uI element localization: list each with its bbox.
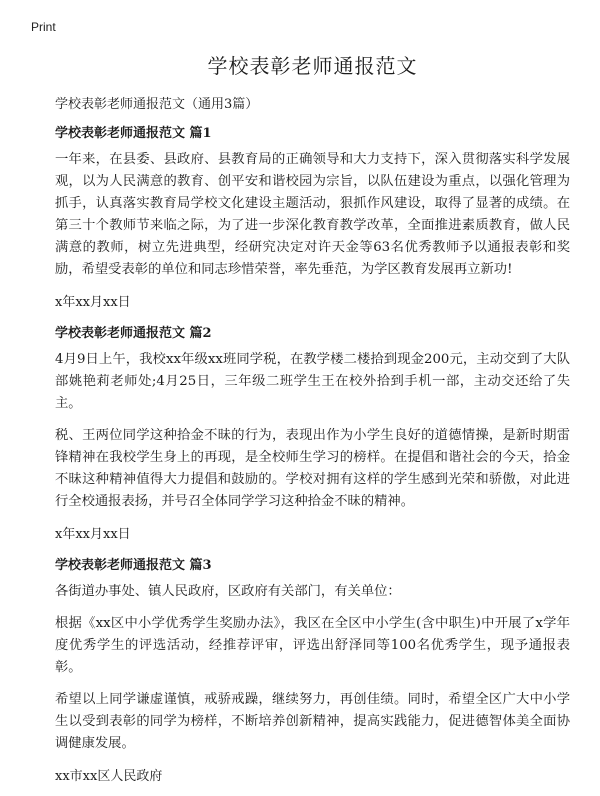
- section-heading: 学校表彰老师通报范文 篇2: [55, 326, 212, 341]
- paragraph: 根据《xx区中小学优秀学生奖励办法》，我区在全区中小学生(含中职生)中开展了x学年度优秀学生的评选活动，经推荐评审，评选出舒泽同等100名优秀学生，现予通报表彰。: [55, 616, 570, 675]
- section-heading: 学校表彰老师通报范文 篇1: [55, 126, 212, 141]
- paragraph: 一年来，在县委、县政府、县教育局的正确领导和大力支持下，深入贯彻落实科学发展观，以为人民满意的教育、创平安和谐校园为宗旨，以队伍建设为重点，以强化管理为抓手，认真落实教育局学校文化建设主题活动，狠抓作风建设，取得了显著的成绩。在第三十个教师节来临之际，为了进一步深化教育教学改革，全面推进素质教育，做人民满意的教师，树立先进典型，经研究决定对许天金等63名优秀教师予以通报表彰和奖励，希望受表彰的单位和同志珍惜荣誉，率先垂范，为学区教育发展再立新功!: [55, 152, 570, 277]
- signature-line: xx市xx区人民政府: [55, 769, 163, 784]
- section-3: [55, 554, 570, 784]
- date-line: x年xx月xx日: [55, 527, 131, 542]
- section-2: [55, 322, 570, 542]
- date-line: x年xx月xx日: [55, 295, 131, 310]
- page-title: 学校表彰老师通报范文: [207, 54, 418, 78]
- document: [55, 50, 570, 796]
- document-subtitle: 学校表彰老师通报范文（通用3篇）: [55, 97, 259, 112]
- print-link[interactable]: Print: [31, 20, 56, 34]
- paragraph: 税、王两位同学这种拾金不昧的行为，表现出作为小学生良好的道德情操，是新时期雷锋精神在我校学生身上的再现，是全校师生学习的榜样。在提倡和谐社会的今天，拾金不昧这种精神值得大力提倡和鼓励的。学校对拥有这样的学生感到光荣和骄傲，对此进行全校通报表扬，并号召全体同学学习这种拾金不昧的精神。: [55, 428, 570, 509]
- paragraph: 希望以上同学谦虚谨慎，戒骄戒躁，继续努力，再创佳绩。同时，希望全区广大中小学生以受到表彰的同学为榜样，不断培养创新精神，提高实践能力，促进德智体美全面协调健康发展。: [55, 692, 570, 751]
- section-heading: 学校表彰老师通报范文 篇3: [55, 558, 212, 573]
- paragraph: 各街道办事处、镇人民政府，区政府有关部门，有关单位：: [55, 584, 401, 599]
- paragraph: 4月9日上午，我校xx年级xx班同学税，在教学楼二楼拾到现金200元，主动交到了大队部姚艳莉老师处;4月25日，三年级二班学生王在校外拾到手机一部，主动交还给了失主。: [55, 352, 570, 411]
- section-1: [55, 122, 570, 310]
